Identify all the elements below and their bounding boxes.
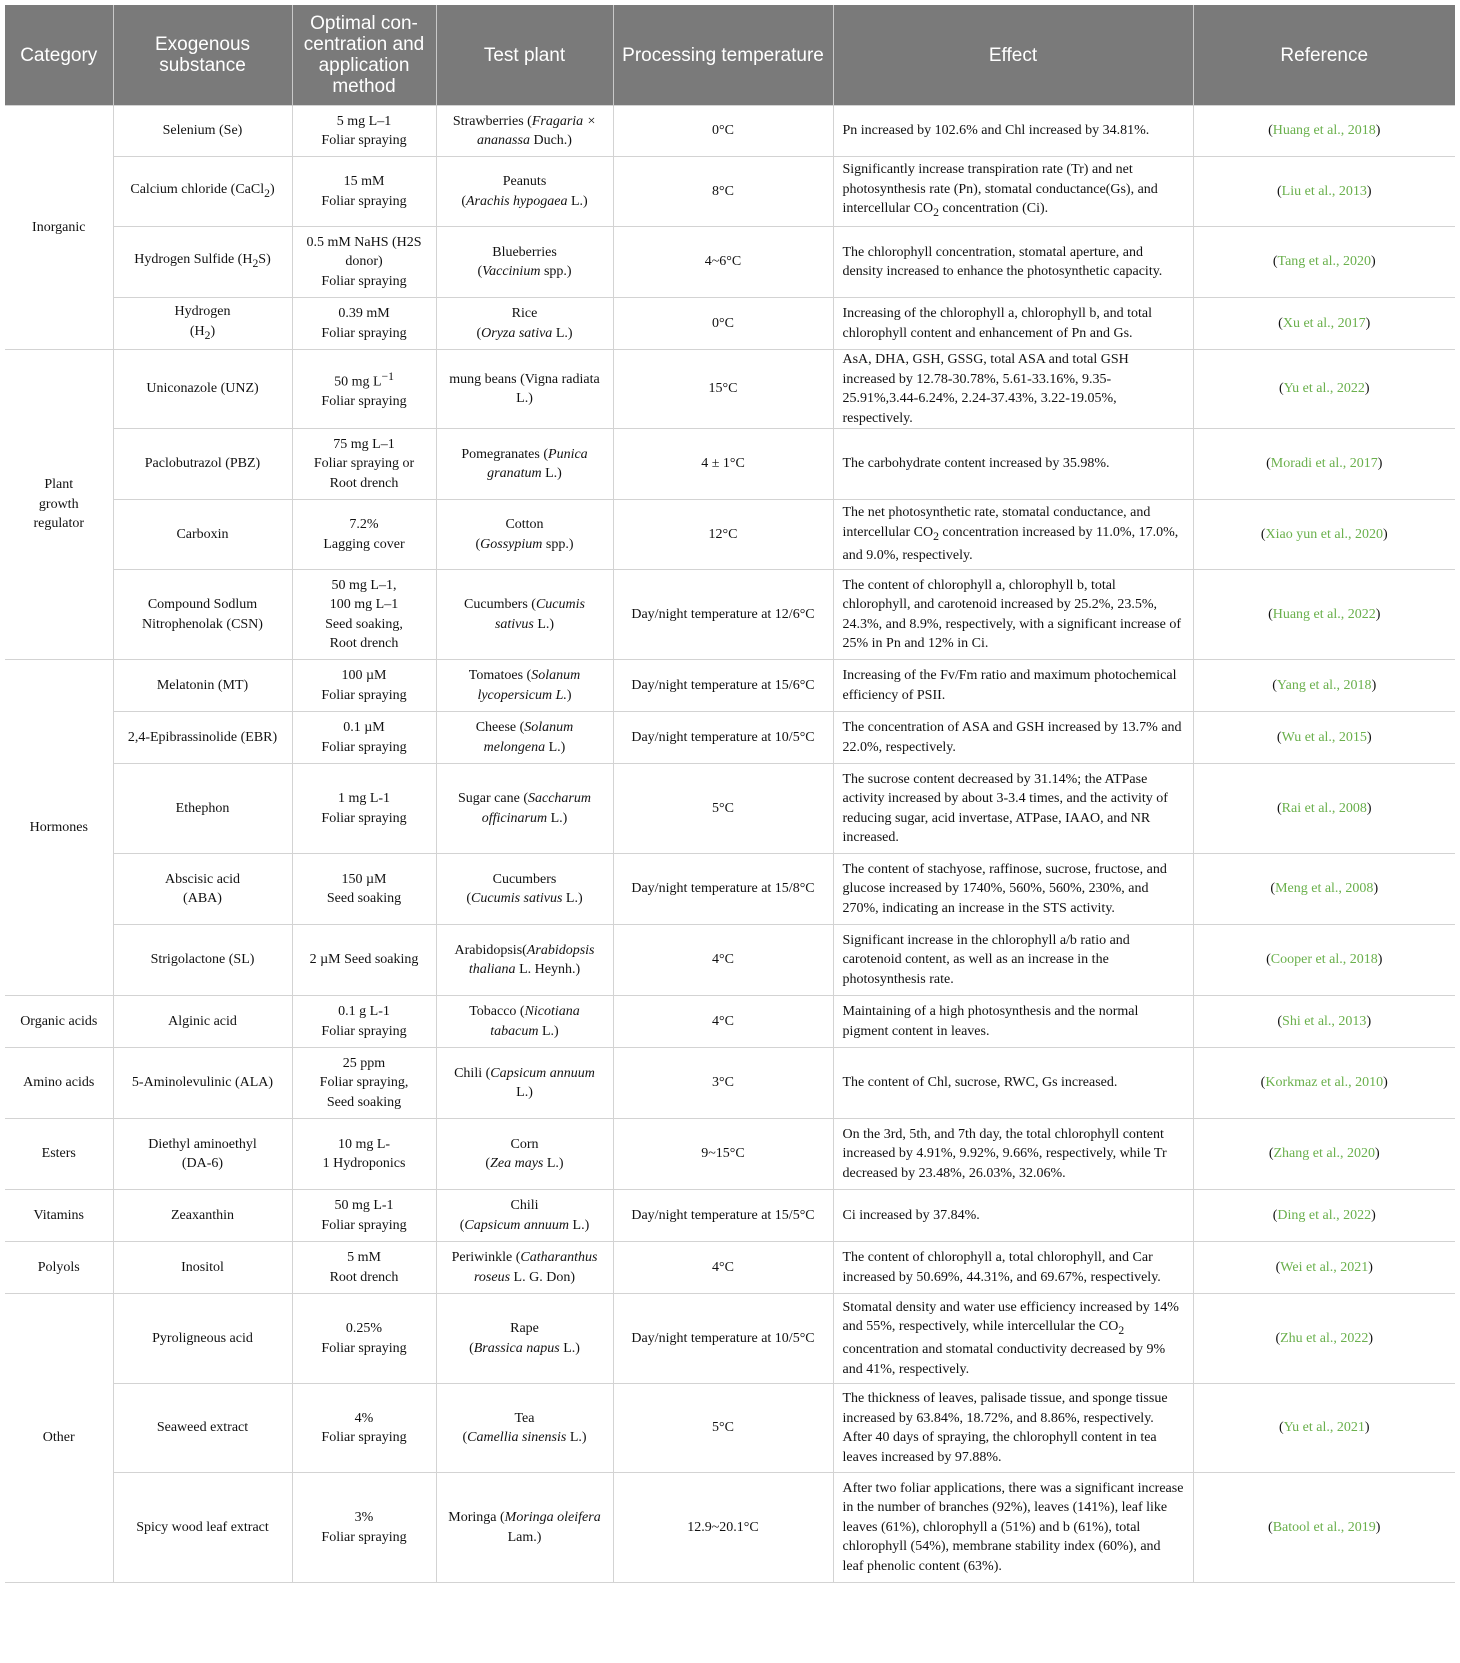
category-label: Inorganic — [32, 219, 86, 235]
table-row — [5, 1473, 1455, 1583]
temperature-cell: 4~6°C — [613, 227, 833, 298]
concentration-cell: 3% Foliar spraying — [292, 1473, 436, 1583]
table-row — [5, 996, 1455, 1048]
category-label: Hormones — [29, 819, 88, 835]
reference-link[interactable]: Rai et al., 2008 — [1281, 800, 1367, 816]
header-plant: Test plant — [436, 5, 613, 106]
temperature-cell: 12°C — [613, 500, 833, 570]
reference-cell: (Batool et al., 2019) — [1193, 1473, 1455, 1583]
reference-link[interactable]: Tang et al., 2020 — [1277, 254, 1371, 270]
substance-cell: Paclobutrazol (PBZ) — [113, 429, 292, 500]
plant-cell: Tobacco (Nicotiana tabacum L.) — [436, 996, 613, 1048]
reference-link[interactable]: Xiao yun et al., 2020 — [1265, 526, 1383, 542]
table-row — [5, 1384, 1455, 1473]
category-cell — [5, 1242, 113, 1294]
temperature-cell: Day/night temperature at 12/6°C — [613, 570, 833, 660]
reference-link[interactable]: Wu et al., 2015 — [1281, 729, 1367, 745]
reference-cell: (Huang et al., 2018) — [1193, 106, 1455, 157]
table-row — [5, 925, 1455, 996]
substance-cell: Compound Sodlum Nitrophenolak (CSN) — [113, 570, 292, 660]
temperature-cell: 3°C — [613, 1048, 833, 1119]
table-row — [5, 106, 1455, 157]
reference-link[interactable]: Yu et al., 2022 — [1283, 381, 1365, 397]
plant-cell: Arabidopsis(Arabidopsis thaliana L. Heynh.) — [436, 925, 613, 996]
effect-cell: Significantly increase transpiration rate (Tr) and net photosynthesis rate (Pn), stomatal conductance(Gs), and intercellular $CO_2$ concentration (Ci). — [833, 157, 1193, 227]
reference-cell: (Rai et al., 2008) — [1193, 764, 1455, 854]
category-label: Esters — [41, 1146, 76, 1162]
plant-cell: Cotton (Gossypium spp.) — [436, 500, 613, 570]
plant-cell: Periwinkle (Catharanthus roseus L. G. Don) — [436, 1242, 613, 1294]
category-label: Polyols — [37, 1259, 80, 1275]
effect-cell: Increasing of the chlorophyll a, chlorophyll b, and total chlorophyll content and enhancement of Pn and Gs. — [833, 298, 1193, 350]
reference-link[interactable]: Liu et al., 2013 — [1281, 183, 1367, 199]
effect-cell: Significant increase in the chlorophyll a/b ratio and carotenoid content, as well as an increase in the photosynthesis rate. — [833, 925, 1193, 996]
reference-cell: (Zhu et al., 2022) — [1193, 1294, 1455, 1384]
table-row — [5, 570, 1455, 660]
plant-cell: Chili (Capsicum annuum L.) — [436, 1048, 613, 1119]
reference-cell: (Tang et al., 2020) — [1193, 227, 1455, 298]
effect-cell: The content of Chl, sucrose, RWC, Gs increased. — [833, 1048, 1193, 1119]
effect-cell: After two foliar applications, there was a significant increase in the number of branches (92%), leaves (141%), leaf like leaves (61%), chlorophyll a (51%) and b (61%), total chlorophyll (54%), membrane stability index (60%), and leaf phenolic content (63%). — [833, 1473, 1193, 1583]
substance-cell: Calcium chloride (CaCl$_2$) — [113, 157, 292, 227]
reference-link[interactable]: Shi et al., 2013 — [1282, 1013, 1367, 1029]
plant-cell: Cheese (Solanum melongena L.) — [436, 712, 613, 764]
table-row — [5, 157, 1455, 227]
substance-cell: Melatonin (MT) — [113, 660, 292, 712]
category-cell — [5, 1294, 113, 1583]
substance-cell: Spicy wood leaf extract — [113, 1473, 292, 1583]
substance-cell: Alginic acid — [113, 996, 292, 1048]
temperature-cell: Day/night temperature at 15/8°C — [613, 854, 833, 925]
plant-cell: Tea (Camellia sinensis L.) — [436, 1384, 613, 1473]
substance-cell: Diethyl aminoethyl (DA-6) — [113, 1119, 292, 1190]
concentration-cell: 2 µM Seed soaking — [292, 925, 436, 996]
concentration-cell: 50 mg L-1 Foliar spraying — [292, 1190, 436, 1242]
category-cell — [5, 1190, 113, 1242]
effect-cell: The net photosynthetic rate, stomatal conductance, and intercellular $CO_2$ concentration increased by 11.0%, 17.0%, and 9.0%, respectively. — [833, 500, 1193, 570]
concentration-cell: 50 mg L–1, 100 mg L–1 Seed soaking, Root drench — [292, 570, 436, 660]
table-row — [5, 298, 1455, 350]
table-row — [5, 350, 1455, 429]
reference-cell: (Meng et al., 2008) — [1193, 854, 1455, 925]
reference-link[interactable]: Meng et al., 2008 — [1275, 881, 1374, 897]
header-reference: Reference — [1193, 5, 1455, 106]
reference-link[interactable]: Xu et al., 2017 — [1282, 315, 1366, 331]
substance-cell: Uniconazole (UNZ) — [113, 350, 292, 429]
substance-cell: 5-Aminolevulinic (ALA) — [113, 1048, 292, 1119]
substance-cell: Strigolactone (SL) — [113, 925, 292, 996]
reference-link[interactable]: Moradi et al., 2017 — [1270, 456, 1378, 472]
reference-link[interactable]: Yu et al., 2021 — [1283, 1420, 1365, 1436]
concentration-cell: 4% Foliar spraying — [292, 1384, 436, 1473]
reference-cell: (Korkmaz et al., 2010) — [1193, 1048, 1455, 1119]
concentration-cell: 150 µM Seed soaking — [292, 854, 436, 925]
table-row — [5, 1294, 1455, 1384]
effect-cell: Maintaining of a high photosynthesis and the normal pigment content in leaves. — [833, 996, 1193, 1048]
temperature-cell: 4°C — [613, 996, 833, 1048]
category-label: Amino acids — [23, 1075, 95, 1091]
reference-cell: (Yang et al., 2018) — [1193, 660, 1455, 712]
header-substance: Exogenous substance — [113, 5, 292, 106]
concentration-cell: 5 mM Root drench — [292, 1242, 436, 1294]
reference-cell: (Zhang et al., 2020) — [1193, 1119, 1455, 1190]
reference-link[interactable]: Yang et al., 2018 — [1276, 677, 1372, 693]
table-row — [5, 227, 1455, 298]
plant-cell: Moringa (Moringa oleifera Lam.) — [436, 1473, 613, 1583]
table-container — [5, 5, 1455, 1583]
category-label: Other — [42, 1430, 75, 1446]
category-cell — [5, 1119, 113, 1190]
plant-cell: Corn (Zea mays L.) — [436, 1119, 613, 1190]
concentration-cell: 100 µM Foliar spraying — [292, 660, 436, 712]
plant-cell: Strawberries (Fragaria × ananassa Duch.) — [436, 106, 613, 157]
substance-cell: Seaweed extract — [113, 1384, 292, 1473]
substance-cell: Hydrogen $(H_2)$ — [113, 298, 292, 350]
plant-cell: Rape (Brassica napus L.) — [436, 1294, 613, 1384]
reference-cell: (Moradi et al., 2017) — [1193, 429, 1455, 500]
temperature-cell: 4°C — [613, 1242, 833, 1294]
temperature-cell: Day/night temperature at 15/5°C — [613, 1190, 833, 1242]
reference-link[interactable]: Zhang et al., 2020 — [1273, 1146, 1375, 1162]
concentration-cell: 0.39 mM Foliar spraying — [292, 298, 436, 350]
plant-cell: Cucumbers (Cucumis sativus L.) — [436, 854, 613, 925]
header-category: Category — [5, 5, 113, 106]
temperature-cell: 4 ± 1°C — [613, 429, 833, 500]
substance-cell: Abscisic acid (ABA) — [113, 854, 292, 925]
effect-cell: The content of chlorophyll a, chlorophyll b, total chlorophyll, and carotenoid increased by 25.2%, 23.5%, 24.3%, and 8.9%, respectively, with a significant increase of 25% in Pn and 12% in Ci. — [833, 570, 1193, 660]
reference-cell: (Wei et al., 2021) — [1193, 1242, 1455, 1294]
header-temperature: Processing temperature — [613, 5, 833, 106]
header-row — [5, 5, 1455, 106]
effect-cell: The concentration of ASA and GSH increased by 13.7% and 22.0%, respectively. — [833, 712, 1193, 764]
concentration-cell: 10 mg L- 1 Hydroponics — [292, 1119, 436, 1190]
category-cell — [5, 1048, 113, 1119]
concentration-cell: 25 ppm Foliar spraying, Seed soaking — [292, 1048, 436, 1119]
temperature-cell: 8°C — [613, 157, 833, 227]
category-cell — [5, 350, 113, 660]
table-row — [5, 1119, 1455, 1190]
category-label: Plant growth regulator — [33, 477, 85, 532]
table-row — [5, 660, 1455, 712]
reference-cell: (Shi et al., 2013) — [1193, 996, 1455, 1048]
effect-cell: Pn increased by 102.6% and Chl increased by 34.81%. — [833, 106, 1193, 157]
table-row — [5, 712, 1455, 764]
concentration-cell: 5 mg L–1 Foliar spraying — [292, 106, 436, 157]
category-label: Vitamins — [33, 1207, 84, 1223]
concentration-cell: 7.2% Lagging cover — [292, 500, 436, 570]
effect-cell: AsA, DHA, GSH, GSSG, total ASA and total GSH increased by 12.78-30.78%, 5.61-33.16%, 9.35-25.91%,3.44-6.24%, 2.24-37.43%, 3.22-19.05%, respectively. — [833, 350, 1193, 429]
reference-link[interactable]: Ding et al., 2022 — [1277, 1207, 1372, 1223]
reference-cell: (Liu et al., 2013) — [1193, 157, 1455, 227]
table-row — [5, 854, 1455, 925]
table-row — [5, 500, 1455, 570]
table-row — [5, 1190, 1455, 1242]
reference-cell: (Yu et al., 2022) — [1193, 350, 1455, 429]
effect-cell: The carbohydrate content increased by 35.98%. — [833, 429, 1193, 500]
effect-cell: The chlorophyll concentration, stomatal aperture, and density increased to enhance the photosynthetic capacity. — [833, 227, 1193, 298]
temperature-cell: Day/night temperature at 10/5°C — [613, 1294, 833, 1384]
temperature-cell: 15°C — [613, 350, 833, 429]
concentration-cell: 75 mg L–1 Foliar spraying or Root drench — [292, 429, 436, 500]
substance-cell: Ethephon — [113, 764, 292, 854]
reference-cell: (Wu et al., 2015) — [1193, 712, 1455, 764]
effect-cell: The sucrose content decreased by 31.14%; the ATPase activity increased by about 3-3.4 times, and the activity of reducing sugar, acid invertase, ATPase, IAAO, and NR increased. — [833, 764, 1193, 854]
plant-cell: Peanuts (Arachis hypogaea L.) — [436, 157, 613, 227]
header-effect: Effect — [833, 5, 1193, 106]
effect-cell: The content of stachyose, raffinose, sucrose, fructose, and glucose increased by 1740%, 560%, 560%, 230%, and 270%, indicating an increase in the STS activity. — [833, 854, 1193, 925]
temperature-cell: 0°C — [613, 106, 833, 157]
plant-cell: Tomatoes (Solanum lycopersicum L.) — [436, 660, 613, 712]
reference-cell: (Ding et al., 2022) — [1193, 1190, 1455, 1242]
temperature-cell: Day/night temperature at 15/6°C — [613, 660, 833, 712]
reference-cell: (Xu et al., 2017) — [1193, 298, 1455, 350]
substance-cell: 2,4-Epibrassinolide (EBR) — [113, 712, 292, 764]
concentration-cell: 0.1 g L-1 Foliar spraying — [292, 996, 436, 1048]
temperature-cell: 9~15°C — [613, 1119, 833, 1190]
reference-link[interactable]: Huang et al., 2022 — [1272, 606, 1376, 622]
reference-link[interactable]: Batool et al., 2019 — [1272, 1519, 1376, 1535]
plant-cell: Pomegranates (Punica granatum L.) — [436, 429, 613, 500]
substance-cell: Pyroligneous acid — [113, 1294, 292, 1384]
header-concentration: Optimal con-centration and application method — [292, 5, 436, 106]
table-row — [5, 764, 1455, 854]
table-row — [5, 429, 1455, 500]
reference-link[interactable]: Wei et al., 2021 — [1280, 1259, 1369, 1275]
temperature-cell: 5°C — [613, 764, 833, 854]
category-cell — [5, 996, 113, 1048]
reference-cell: (Xiao yun et al., 2020) — [1193, 500, 1455, 570]
concentration-cell: 0.25% Foliar spraying — [292, 1294, 436, 1384]
plant-cell: Chili (Capsicum annuum L.) — [436, 1190, 613, 1242]
plant-cell: mung beans (Vigna radiata L.) — [436, 350, 613, 429]
substance-cell: Selenium (Se) — [113, 106, 292, 157]
substance-cell: Zeaxanthin — [113, 1190, 292, 1242]
concentration-cell: 0.5 mM NaHS (H2S donor) Foliar spraying — [292, 227, 436, 298]
plant-cell: Rice (Oryza sativa L.) — [436, 298, 613, 350]
temperature-cell: 0°C — [613, 298, 833, 350]
concentration-cell: 0.1 µM Foliar spraying — [292, 712, 436, 764]
effect-cell: On the 3rd, 5th, and 7th day, the total chlorophyll content increased by 4.91%, 9.92%, 9.66%, respectively, while Tr decreased by 23.48%, 26.03%, 32.06%. — [833, 1119, 1193, 1190]
effect-cell: The thickness of leaves, palisade tissue, and sponge tissue increased by 63.84%, 18.72%, and 8.86%, respectively. After 40 days of spraying, the chlorophyll content in tea leaves increased by 97.88%. — [833, 1384, 1193, 1473]
temperature-cell: 12.9~20.1°C — [613, 1473, 833, 1583]
reference-link[interactable]: Cooper et al., 2018 — [1270, 952, 1378, 968]
effect-cell: The content of chlorophyll a, total chlorophyll, and Car increased by 50.69%, 44.31%, and 69.67%, respectively. — [833, 1242, 1193, 1294]
reference-link[interactable]: Zhu et al., 2022 — [1280, 1330, 1369, 1346]
temperature-cell: 4°C — [613, 925, 833, 996]
category-cell — [5, 660, 113, 996]
table-row — [5, 1048, 1455, 1119]
category-cell — [5, 106, 113, 350]
exogenous-substances-table — [5, 5, 1455, 1583]
plant-cell: Cucumbers (Cucumis sativus L.) — [436, 570, 613, 660]
effect-cell: Ci increased by 37.84%. — [833, 1190, 1193, 1242]
substance-cell: Hydrogen Sulfide $(H_2S)$ — [113, 227, 292, 298]
concentration-cell: 50 mg $L^{-1}$ Foliar spraying — [292, 350, 436, 429]
plant-cell: Blueberries (Vaccinium spp.) — [436, 227, 613, 298]
table-row — [5, 1242, 1455, 1294]
concentration-cell: 1 mg L-1 Foliar spraying — [292, 764, 436, 854]
plant-cell: Sugar cane (Saccharum officinarum L.) — [436, 764, 613, 854]
substance-cell: Carboxin — [113, 500, 292, 570]
effect-cell: Increasing of the Fv/Fm ratio and maximum photochemical efficiency of PSII. — [833, 660, 1193, 712]
reference-link[interactable]: Korkmaz et al., 2010 — [1265, 1075, 1384, 1091]
reference-link[interactable]: Huang et al., 2018 — [1272, 123, 1376, 139]
concentration-cell: 15 mM Foliar spraying — [292, 157, 436, 227]
reference-cell: (Huang et al., 2022) — [1193, 570, 1455, 660]
category-label: Organic acids — [20, 1013, 98, 1029]
effect-cell: Stomatal density and water use efficiency increased by 14% and 55%, respectively, while intercellular the $CO_2$ concentration and stomatal conductivity decreased by 9% and 41%, respectively. — [833, 1294, 1193, 1384]
substance-cell: Inositol — [113, 1242, 292, 1294]
temperature-cell: Day/night temperature at 10/5°C — [613, 712, 833, 764]
reference-cell: (Cooper et al., 2018) — [1193, 925, 1455, 996]
reference-cell: (Yu et al., 2021) — [1193, 1384, 1455, 1473]
temperature-cell: 5°C — [613, 1384, 833, 1473]
